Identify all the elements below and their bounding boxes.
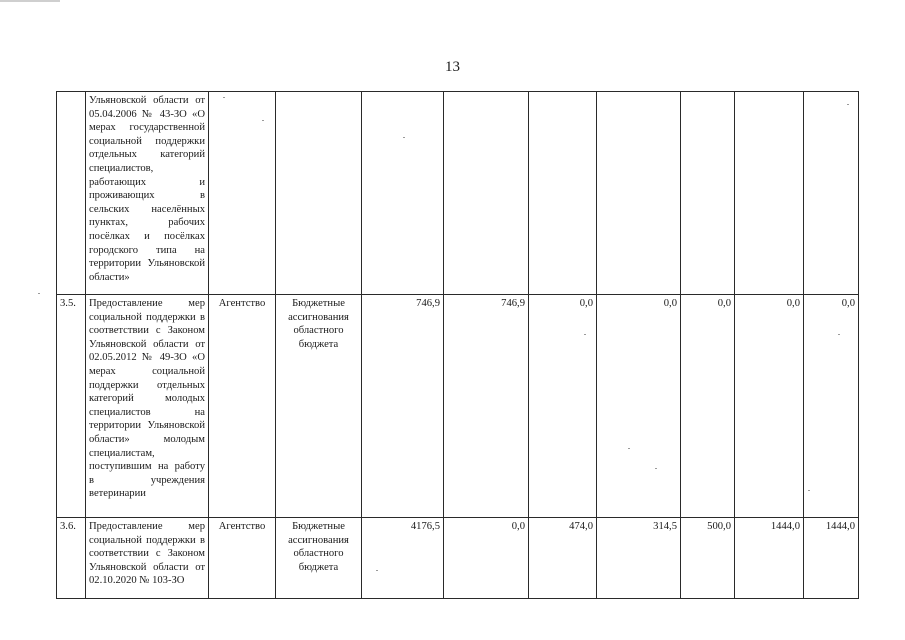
activity-name: Ульяновской области от 05.04.2006 № 43-ЗО «О мерах государственной социальной поддержки отдельных категорий специалистов, работающих и проживающих в сельских населённых пунктах, рабочих посёлках и посёлках городского типа на территории Ульяновской области» [86,92,209,295]
program-activities-table [56,91,859,599]
value-year-2: 474,0 [529,518,597,599]
scan-speck [584,334,586,335]
value-year-1 [444,92,529,295]
value-total: 4176,5 [362,518,444,599]
value-year-1: 746,9 [444,295,529,518]
value-year-2: 0,0 [529,295,597,518]
funding-source-cell: Бюджетные ассигнования областного бюджета [276,518,362,599]
scan-speck [628,448,630,449]
value-total [362,92,444,295]
scan-edge-mark [0,0,60,2]
value-year-6: 1444,0 [804,518,859,599]
value-year-5: 1444,0 [735,518,804,599]
value-year-2 [529,92,597,295]
scan-speck [403,137,405,138]
value-total: 746,9 [362,295,444,518]
executor-cell: Агентство [209,518,276,599]
funding-source-cell [276,92,362,295]
executor-cell [209,92,276,295]
scan-speck [38,293,40,294]
value-year-1: 0,0 [444,518,529,599]
row-number: 3.5. [57,295,86,518]
value-year-4 [681,92,735,295]
row-number [57,92,86,295]
scan-speck [262,120,264,121]
value-year-3: 314,5 [597,518,681,599]
executor-cell: Агентство [209,295,276,518]
value-year-6 [804,92,859,295]
table-row [57,295,859,518]
row-number: 3.6. [57,518,86,599]
value-year-3: 0,0 [597,295,681,518]
activity-name: Предоставление мер социальной поддержки в соответствии с Законом Ульяновской области от 02.10.2020 № 103-ЗО [86,518,209,599]
value-year-6: 0,0 [804,295,859,518]
scan-speck [223,97,225,98]
value-year-5 [735,92,804,295]
value-year-4: 0,0 [681,295,735,518]
scan-speck [847,104,849,105]
scan-speck [808,490,810,491]
funding-source-cell: Бюджетные ассигнования областного бюджета [276,295,362,518]
page-number: 13 [445,59,460,75]
value-year-4: 500,0 [681,518,735,599]
activity-name: Предоставление мер социальной поддержки в соответствии с Законом Ульяновской области от 02.05.2012 № 49-ЗО «О мерах социальной поддержки отдельных категорий молодых специалистов на территории Ульяновской области» молодым специалистам, поступившим на работу в учреждения ветеринарии [86,295,209,518]
scan-speck [655,468,657,469]
value-year-3 [597,92,681,295]
scan-speck [838,334,840,335]
table-row [57,518,859,599]
table-row [57,92,859,295]
scan-speck [376,570,378,571]
value-year-5: 0,0 [735,295,804,518]
